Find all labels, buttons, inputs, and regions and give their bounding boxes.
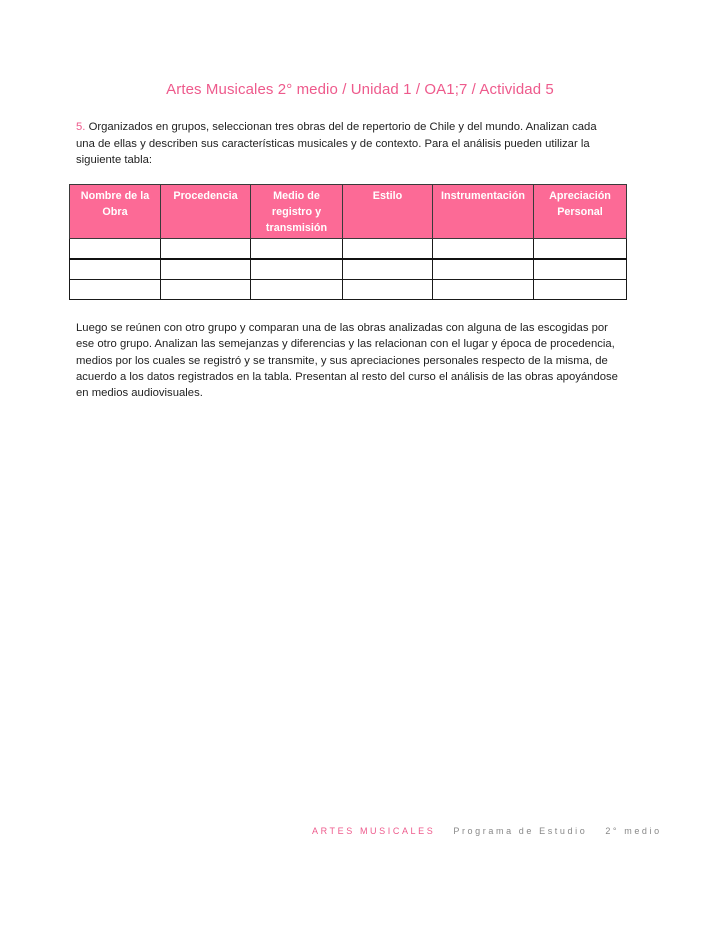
table-cell — [433, 280, 534, 300]
footer-subject: ARTES MUSICALES — [312, 826, 436, 836]
page-footer — [312, 826, 662, 836]
table-cell — [70, 280, 161, 300]
activity-number: 5. — [76, 121, 86, 133]
table-cell — [433, 239, 534, 260]
analysis-table — [69, 184, 627, 300]
table-row — [70, 239, 627, 260]
page-title: Artes Musicales 2° medio / Unidad 1 / OA1;7 / Actividad 5 — [166, 81, 554, 98]
table-cell — [70, 259, 161, 280]
followup-instructions: Luego se reúnen con otro grupo y comparan una de las obras analizadas con alguna de las escogidas por ese otro grupo. Analizan las semejanzas y diferencias y las relacionan con el lugar y época de procedencia, medios por los cuales se registró y se transmite, y sus apreciaciones personales respecto de la misma, de acuerdo a los datos registrados en la tabla. Presentan al resto del curso el análisis de las obras apoyándose en medios audiovisuales. — [76, 322, 618, 400]
table-cell — [251, 239, 343, 260]
activity-instructions — [76, 119, 606, 169]
table-cell — [161, 280, 251, 300]
col-header-instrumentacion: Instrumentación — [433, 185, 534, 239]
table-cell — [161, 239, 251, 260]
table-cell — [251, 259, 343, 280]
table-cell — [433, 259, 534, 280]
table-header-row — [70, 185, 627, 239]
col-header-medio: Medio de registro y transmisión — [251, 185, 343, 239]
table-cell — [161, 259, 251, 280]
table-cell — [343, 259, 433, 280]
activity-intro-text: Organizados en grupos, seleccionan tres obras del de repertorio de Chile y del mundo. Analizan cada una de ellas y describen sus características musicales y de contexto. Para el análisis pueden utilizar la siguiente tabla: — [76, 121, 597, 166]
col-header-nombre: Nombre de la Obra — [70, 185, 161, 239]
table-cell — [251, 280, 343, 300]
col-header-procedencia: Procedencia — [161, 185, 251, 239]
table-cell — [343, 280, 433, 300]
table-cell — [534, 280, 627, 300]
table-cell — [534, 259, 627, 280]
col-header-apreciacion: Apreciación Personal — [534, 185, 627, 239]
table-row — [70, 280, 627, 300]
table-cell — [534, 239, 627, 260]
table-cell — [343, 239, 433, 260]
footer-program: Programa de Estudio — [453, 826, 588, 836]
col-header-estilo: Estilo — [343, 185, 433, 239]
table-row — [70, 259, 627, 280]
table-cell — [70, 239, 161, 260]
footer-grade: 2° medio — [605, 826, 662, 836]
